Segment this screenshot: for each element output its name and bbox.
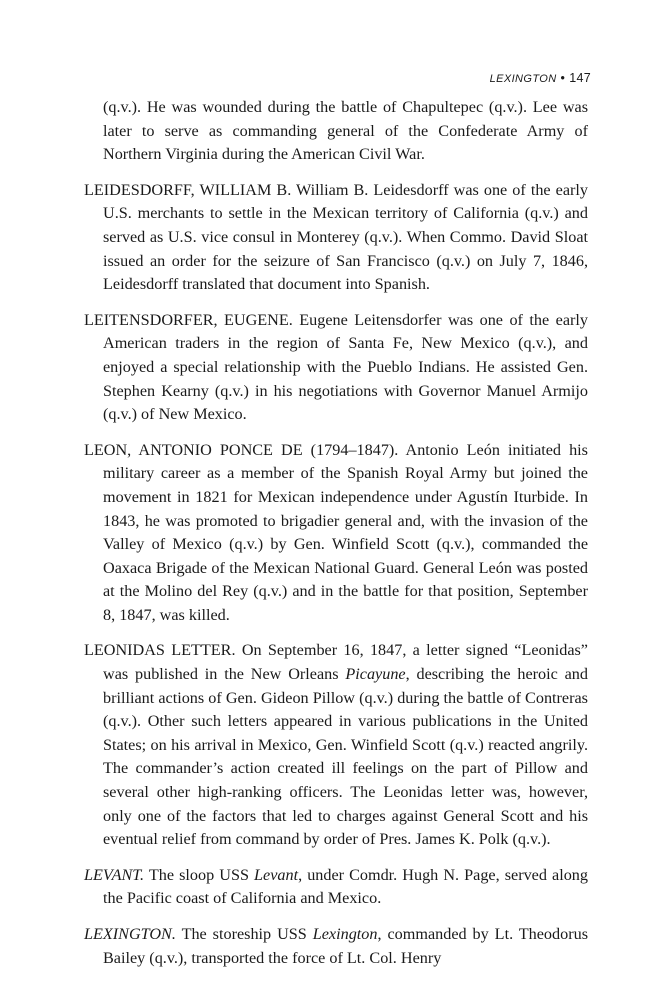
entry-headword: LEVANT. (84, 865, 145, 884)
entry-body-text: , describing the heroic and brilliant actions of Gen. Gideon Pillow (q.v.) during the battle of Contreras (q.v.). Other such letters appeared in various publications in the United States; on his arrival in Mexico, Gen. Winfield Scott (q.v.) reacted angrily. The commander’s action created ill feelings on the part of Pillow and several other high-ranking officers. The Leonidas letter was, however, only one of the factors that led to charges against General Scott and his eventual relief from command by order of Pres. James K. Polk (q.v.). (103, 665, 588, 849)
entry-body-text: (1794–1847). Antonio León initiated his military career as a member of the Spanish Royal Army but joined the movement in 1821 for Mexican independence under Agustín Iturbide. In 1843, he was promoted to brigadier general and, with the invasion of the Valley of Mexico (q.v.) by Gen. Winfield Scott (q.v.), commanded the Oaxaca Brigade of the Mexican National Guard. General León was posted at the Molino del Rey (q.v.) and in the battle for that position, September 8, 1847, was killed. (103, 440, 588, 624)
entry-body-text: On September 16, 1847, a letter signed “Leonidas” was published in the New Orleans (103, 641, 588, 684)
entry-headword: LEITENSDORFER, EUGENE. (84, 310, 293, 329)
dictionary-entry (84, 309, 588, 427)
entry-body-text: , under Comdr. Hugh N. Page, served along the Pacific coast of California and Mexico. (103, 865, 588, 908)
entry-body-text: William B. Leidesdorff was one of the early U.S. merchants to settle in the Mexican territory of California (q.v.) and served as U.S. vice consul in Monterey (q.v.). When Commo. David Sloat issued an order for the seizure of San Francisco (q.v.) on July 7, 1846, Leidesdorff translated that document into Spanish. (103, 180, 588, 294)
entry-body-text: The storeship USS (175, 925, 313, 943)
running-head-title: LEXINGTON (489, 73, 557, 85)
entry-italic-text: Lexington (312, 925, 378, 943)
dictionary-entry (84, 639, 588, 851)
entry-headword: LEXINGTON. (84, 925, 176, 943)
entry-body-text: , commanded by Lt. Theodorus Bailey (q.v.), transported the force of Lt. Col. Henry (103, 925, 588, 967)
entry-continuation (84, 96, 588, 167)
entry-body-text: (q.v.). He was wounded during the battle of Chapultepec (q.v.). Lee was later to serve as commanding general of the Confederate Army of Northern Virginia during the American Civil War. (103, 98, 588, 164)
running-head-bullet: • (560, 71, 566, 85)
entry-body-text: Eugene Leitensdorfer was one of the early American traders in the region of Santa Fe, New Mexico (q.v.), and enjoyed a special relationship with the Pueblo Indians. He assisted Gen. Stephen Kearny (q.v.) in his negotiations with Governor Manuel Armijo (q.v.) of New Mexico. (103, 310, 589, 424)
entry-headword: LEON, ANTONIO PONCE DE (84, 440, 303, 459)
dictionary-entries (84, 96, 588, 970)
entry-body-text: The sloop USS (144, 865, 255, 884)
dictionary-entry (84, 923, 588, 970)
entry-italic-text: Picayune (345, 665, 406, 684)
entry-headword: LEIDESDORFF, WILLIAM B. (84, 180, 292, 199)
dictionary-entry (84, 179, 588, 297)
dictionary-entry (84, 864, 588, 911)
dictionary-entry (84, 439, 588, 628)
page-number: 147 (569, 71, 591, 85)
entry-headword: LEONIDAS LETTER. (84, 641, 236, 660)
book-page (84, 68, 591, 982)
running-head (84, 68, 591, 88)
entry-italic-text: Levant (254, 865, 299, 884)
